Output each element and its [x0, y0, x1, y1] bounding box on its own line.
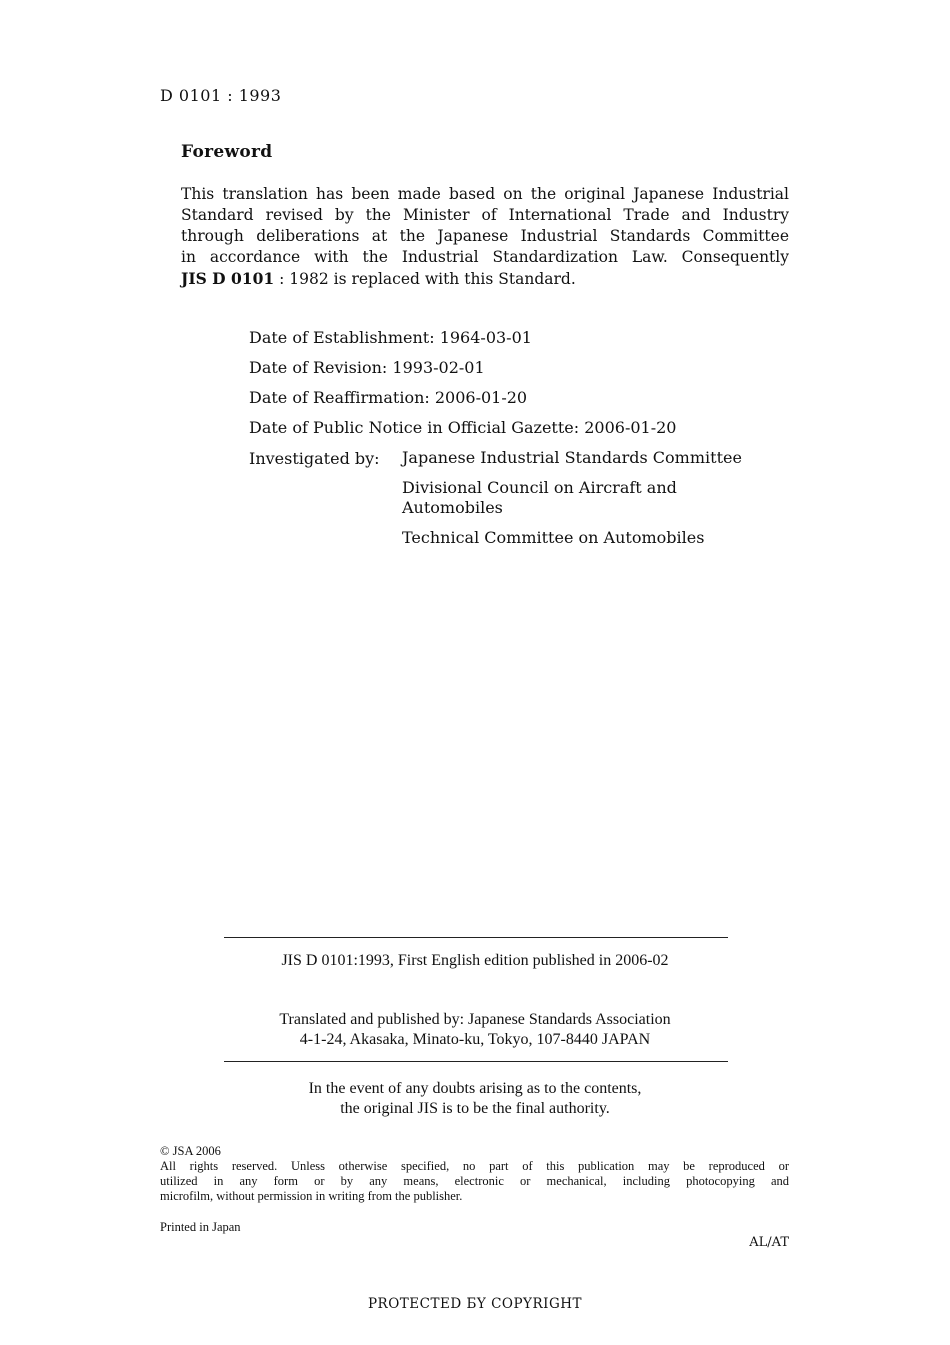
investigated-by-list — [402, 448, 742, 558]
copyright-line: microfilm, without permission in writing from the publisher. — [160, 1189, 463, 1203]
divider-bottom — [224, 1061, 728, 1062]
foreword-line: through deliberations at the Japanese Industrial Standards Committee — [181, 227, 789, 245]
printed-in: Printed in Japan — [160, 1220, 241, 1234]
edition-line: JIS D 0101:1993, First English edition published in 2006-02 — [281, 952, 669, 969]
date-of-public-notice: Date of Public Notice in Official Gazette: 2006-01-20 — [249, 418, 677, 437]
date-of-reaffirmation: Date of Reaffirmation: 2006-01-20 — [249, 388, 528, 407]
technical-committee: Technical Committee on Automobiles — [402, 528, 705, 547]
copyright-notice — [160, 1144, 789, 1204]
replaced-standard-code: JIS D 0101 — [181, 269, 275, 288]
document-code: AL/AT — [749, 1235, 789, 1250]
date-of-revision: Date of Revision: 1993-02-01 — [249, 358, 485, 377]
investigating-committee: Japanese Industrial Standards Committee — [402, 448, 742, 467]
publisher-line: Translated and published by: Japanese Standards Association — [279, 1011, 671, 1028]
divider-top — [224, 937, 728, 938]
divisional-council — [402, 478, 742, 518]
copyright-line: utilized in any form or by any means, electronic or mechanical, including photocopying and — [160, 1174, 789, 1188]
foreword-paragraph — [181, 184, 789, 290]
foreword-title: Foreword — [181, 142, 273, 162]
protected-by-copyright: PROTECTED БY COPYRIGHT — [367, 1296, 583, 1312]
replaced-standard-text: : 1982 is replaced with this Standard. — [274, 270, 576, 288]
authority-notice — [160, 1079, 790, 1119]
authority-line: In the event of any doubts arising as to the contents, — [308, 1080, 642, 1097]
investigated-by-label: Investigated by: — [249, 449, 380, 468]
foreword-line: This translation has been made based on the original Japanese Industrial — [181, 185, 789, 203]
document-number: D 0101 : 1993 — [160, 86, 282, 105]
copyright-symbol-line: © JSA 2006 — [160, 1144, 221, 1158]
dates-block — [249, 327, 676, 447]
copyright-line: All rights reserved. Unless otherwise specified, no part of this publication may be reproduced or — [160, 1159, 789, 1173]
foreword-line-last — [181, 268, 789, 290]
foreword-line: Standard revised by the Minister of International Trade and Industry — [181, 206, 789, 224]
foreword-line: in accordance with the Industrial Standardization Law. Consequently — [181, 248, 789, 266]
publisher-block — [160, 1010, 790, 1050]
date-of-establishment: Date of Establishment: 1964-03-01 — [249, 328, 532, 347]
divisional-council-line: Divisional Council on Aircraft and — [402, 478, 677, 497]
authority-line: the original JIS is to be the final authority. — [340, 1100, 610, 1117]
divisional-council-line: Automobiles — [402, 498, 503, 517]
publisher-address: 4-1-24, Akasaka, Minato-ku, Tokyo, 107-8440 JAPAN — [299, 1031, 651, 1048]
